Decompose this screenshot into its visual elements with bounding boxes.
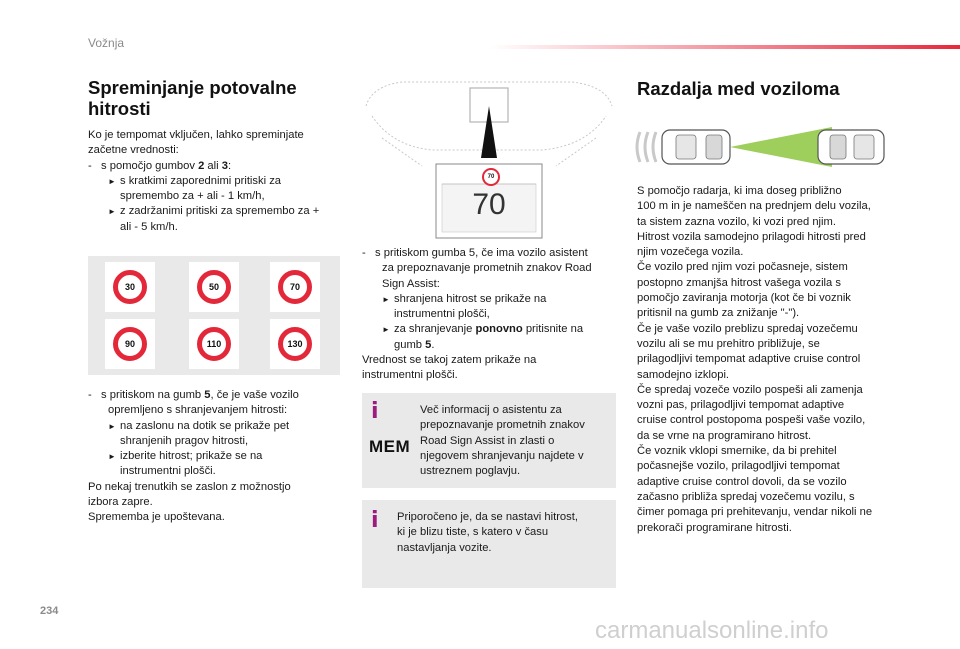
header-rule: [490, 45, 960, 49]
button-ref: 5: [204, 389, 211, 401]
text-line: Vrednost se takoj zatem prikaže na: [362, 354, 537, 367]
text-line: začetne vrednosti:: [88, 144, 179, 157]
text-line: spremembo za + ali - 1 km/h,: [120, 190, 265, 203]
speed-limit-sign-icon: 70: [278, 270, 312, 304]
info-icon: i: [371, 399, 379, 424]
right-title: Razdalja med voziloma: [637, 78, 840, 99]
text-line: ta sistem zazna vozilo, ki vozi pred njim.: [637, 215, 836, 228]
triangle-bullet-icon: ►: [108, 207, 116, 217]
text-line: pomočjo zaviranja motorja (kot če bi voznik: [637, 292, 851, 305]
text-line: samodejno izklopi.: [637, 368, 730, 381]
speed-sign-tile: [105, 319, 155, 369]
text-line: S pomočjo radarja, ki ima doseg približno: [637, 185, 842, 197]
bullet-line: [88, 159, 353, 174]
text-line: Če je vaše vozilo preblizu spredaj vozečemu: [637, 322, 858, 335]
emphasis: ponovno: [475, 323, 523, 336]
text-line: vozilu ali se mu prehitro približuje, se: [637, 337, 820, 350]
text-span: s kratkimi zaporednimi pritiski za: [120, 174, 282, 187]
mem-badge: MEM: [369, 437, 411, 456]
text-line: adaptive cruise control dovoli, da se vozilo: [637, 475, 847, 488]
text-line: Več informacij o asistentu za: [420, 404, 562, 416]
text-line: Priporočeno je, da se nastavi hitrost,: [397, 511, 578, 523]
note-text: [397, 510, 615, 556]
text-span: ali: [204, 159, 222, 172]
speed-sign-panel: [88, 256, 340, 375]
speed-limit-sign-icon: 50: [197, 270, 231, 304]
speed-sign-tile: [189, 319, 239, 369]
radar-illustration: [632, 122, 890, 172]
speed-sign-tile: [270, 262, 320, 312]
text-line: cruise control postopoma pospeši vaše vozilo,: [637, 414, 866, 427]
text-line: Če vozilo pred njim vozi počasneje, sistem: [637, 261, 848, 274]
sub-bullet: [88, 419, 353, 434]
text-span: .: [431, 338, 435, 351]
display-speed-sign-icon: 70: [482, 168, 500, 186]
text-span: , če je vaše vozilo: [210, 389, 299, 401]
left-title-line: hitrosti: [88, 98, 151, 119]
left-title: [88, 77, 348, 119]
sub-bullet: [88, 174, 353, 189]
text-line: [362, 338, 622, 353]
sub-bullet: [362, 292, 622, 307]
text-line: shranjenih pragov hitrosti,: [120, 434, 249, 447]
text-span: za shranjevanje: [394, 323, 476, 336]
text-line: počasnejše vozilo, prilagodljivi tempomat: [637, 460, 840, 473]
button-ref: 3: [221, 159, 228, 172]
display-speed-value: 70: [472, 188, 506, 221]
text-line: ali - 5 km/h.: [120, 220, 178, 233]
text-line: prekorači programirane hitrosti.: [637, 521, 792, 534]
middle-text-block: [362, 246, 622, 384]
page-number: 234: [40, 605, 59, 617]
text-line: pritisnil na gumb za znižanje "-").: [637, 307, 800, 320]
text-line: opremljeno s shranjevanjem hitrosti:: [108, 404, 288, 417]
text-line: začasno približa spredaj vozečemu vozilu, s: [637, 490, 855, 503]
note-text: [420, 403, 615, 479]
speed-limit-sign-icon: 130: [278, 327, 312, 361]
speed-limit-sign-icon: 30: [113, 270, 147, 304]
text-line: za prepoznavanje prometnih znakov Road: [382, 262, 592, 275]
vehicle-radar-icon: [632, 122, 890, 172]
text-line: Sign Assist:: [382, 277, 440, 290]
text-line: Sprememba je upoštevana.: [88, 511, 225, 524]
text-line: vozni pas, prilagodljivi tempomat adaptive: [637, 399, 845, 412]
section-label: Vožnja: [88, 36, 125, 50]
text-line: prilagodljivi tempomat adaptive cruise control: [637, 353, 861, 366]
sub-bullet: [88, 449, 353, 464]
text-line: nastavljanja vozite.: [397, 541, 492, 554]
text-line: 100 m in je nameščen na prednjem delu vozila,: [637, 200, 871, 213]
text-span: gumb: [394, 338, 426, 351]
bullet-line: - s pritiskom gumba 5, če ima vozilo asistent: [362, 247, 588, 259]
button-ref: 2: [198, 159, 205, 172]
text-span: pritisnite na: [522, 323, 584, 336]
text-line: njegovem shranjevanju najdete v: [420, 449, 584, 462]
triangle-bullet-icon: ►: [108, 176, 116, 186]
text-line: ustreznem poglavju.: [420, 465, 521, 478]
speed-sign-tile: [270, 319, 320, 369]
text-span: izberite hitrost; prikaže se na: [120, 450, 263, 463]
text-line: Ko je tempomat vključen, lahko spreminjate: [88, 129, 304, 141]
text-line: prepoznavanje prometnih znakov: [420, 419, 585, 432]
text-line: ki je blizu tiste, s katero v času: [397, 526, 549, 539]
text-line: Če spredaj vozeče vozilo pospeši ali zamenja: [637, 383, 863, 396]
speed-limit-sign-icon: 90: [113, 327, 147, 361]
text-line: da se vrne na programirano hitrost.: [637, 429, 812, 442]
bullet-line: [88, 388, 353, 403]
text-span: na zaslonu na dotik se prikaže pet: [120, 419, 290, 432]
info-note-mem: [362, 393, 616, 488]
left-title-line: Spreminjanje potovalne: [88, 77, 297, 98]
text-line: Če voznik vklopi smernike, da bi prehitel: [637, 445, 837, 458]
button-ref: 5: [425, 338, 432, 351]
text-line: Po nekaj trenutkih se zaslon z možnostjo: [88, 480, 291, 493]
text-line: Road Sign Assist in zlasti o: [420, 434, 555, 447]
text-span: - s pritiskom na gumb: [88, 389, 205, 401]
sub-bullet: [88, 204, 353, 219]
triangle-bullet-icon: ►: [108, 452, 116, 462]
triangle-bullet-icon: ►: [108, 421, 116, 431]
watermark: carmanualsonline.info: [595, 617, 829, 644]
triangle-bullet-icon: ►: [382, 294, 390, 304]
info-icon: i: [371, 508, 379, 533]
sub-bullet: [362, 322, 622, 337]
text-line: instrumentni plošči.: [120, 465, 216, 478]
left-intro-block: [88, 128, 353, 235]
text-line: postopno zmanjša hitrost vašega vozila s: [637, 276, 841, 289]
text-line: njim vozečega vozila.: [637, 246, 744, 259]
triangle-bullet-icon: ►: [382, 325, 390, 335]
text-line: čimer pomaga pri prehitevanju, vendar nikoli ne: [637, 506, 873, 519]
text-span: shranjena hitrost se prikaže na: [394, 292, 547, 305]
text-span: - s pomočjo gumbov: [88, 159, 199, 172]
text-line: izbora zapre.: [88, 496, 153, 509]
speed-limit-sign-icon: 110: [197, 327, 231, 361]
text-line: Hitrost vozila samodejno prilagodi hitrosti pred: [637, 230, 866, 243]
speed-sign-tile: [105, 262, 155, 312]
text-line: instrumentni plošči.: [362, 369, 458, 382]
speed-sign-tile: [189, 262, 239, 312]
left-lower-block: [88, 388, 353, 526]
text-span: :: [227, 159, 232, 172]
right-text-block: [637, 184, 897, 536]
dashboard-illustration: [362, 76, 616, 242]
text-line: instrumentni plošči,: [394, 308, 490, 321]
info-note-speed: [362, 500, 616, 588]
text-span: z zadržanimi pritiski za spremembo za +: [120, 205, 320, 218]
